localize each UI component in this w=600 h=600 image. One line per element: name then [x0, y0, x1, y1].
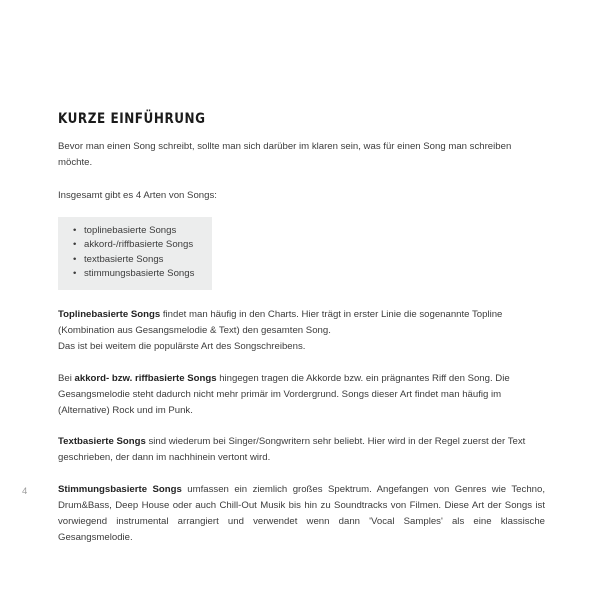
intro-paragraph: Bevor man einen Song schreibt, sollte man sich darüber im klaren sein, was für einen Song man schreiben möchte. [58, 140, 512, 169]
section-bold-lead: Textbasierte Songs [58, 436, 146, 448]
section-bold-lead: Toplinebasierte Songs [58, 308, 161, 320]
section-bold-lead: Stimmungsbasierte Songs [58, 483, 182, 495]
list-item [73, 267, 200, 282]
bullet-icon: • [73, 239, 77, 251]
list-item-label: akkord-/riffbasierte Songs [84, 239, 194, 251]
section-extra-line: Das ist bei weitem die populärste Art des Songschreibens. [58, 341, 306, 353]
bullet-icon: • [73, 268, 77, 280]
section-bold-lead: akkord- bzw. riffbasierte Songs [74, 372, 217, 384]
bullet-icon: • [73, 253, 77, 265]
list-item-label: textbasierte Songs [84, 253, 164, 265]
list-item [73, 253, 200, 268]
spacer [58, 205, 545, 217]
page-title: KURZE EINFÜHRUNG [58, 111, 206, 127]
section-paragraph-topline [58, 307, 545, 356]
list-item-label: toplinebasierte Songs [84, 224, 177, 236]
section-paragraph-stimmung [58, 482, 545, 547]
song-types-list [70, 224, 200, 282]
page-number: 4 [22, 486, 28, 497]
list-lead-in-text: Insgesamt gibt es 4 Arten von Songs: [58, 190, 217, 202]
list-item [73, 238, 200, 253]
spacer [58, 356, 545, 371]
song-types-box [58, 217, 212, 290]
spacer [58, 467, 545, 482]
section-body: findet man häufig in den Charts. Hier trägt in erster Linie die sogenannte Topline (Kombination aus Gesangsmelodie & Text) den gesamten Song. [58, 308, 503, 337]
bullet-icon: • [73, 224, 77, 236]
spacer [58, 290, 545, 307]
spacer [58, 171, 545, 188]
section-body: umfassen ein ziemlich großes Spektrum. Angefangen von Genres wie Techno, Drum&Bass, Deep House oder auch Chill-Out Musik bis hin zu Soundtracks von Filmen. Diese Art der Songs ist vorwiegend instrumental arrangiert und verwendet wenn dann 'Vocal Samples' als eine klassische Gesangsmelodie. [58, 483, 545, 544]
list-item-label: stimmungsbasierte Songs [84, 268, 195, 280]
section-paragraph-akkord [58, 371, 545, 420]
spacer [58, 419, 545, 434]
section-prefix: Bei [58, 372, 75, 384]
list-item [73, 224, 200, 239]
page-content [58, 112, 545, 546]
section-body: sind wiederum bei Singer/Songwritern sehr beliebt. Hier wird in der Regel zuerst der Text geschrieben, der dann im nachhinein vertont wird. [58, 436, 526, 464]
section-body: hingegen tragen die Akkorde bzw. ein prägnantes Riff den Song. Die Gesangsmelodie steht dadurch nicht mehr primär im Vordergrund. Songs dieser Art findet man häufig im (Alternative) Rock und im Punk. [58, 372, 510, 416]
section-paragraph-text [58, 434, 545, 466]
